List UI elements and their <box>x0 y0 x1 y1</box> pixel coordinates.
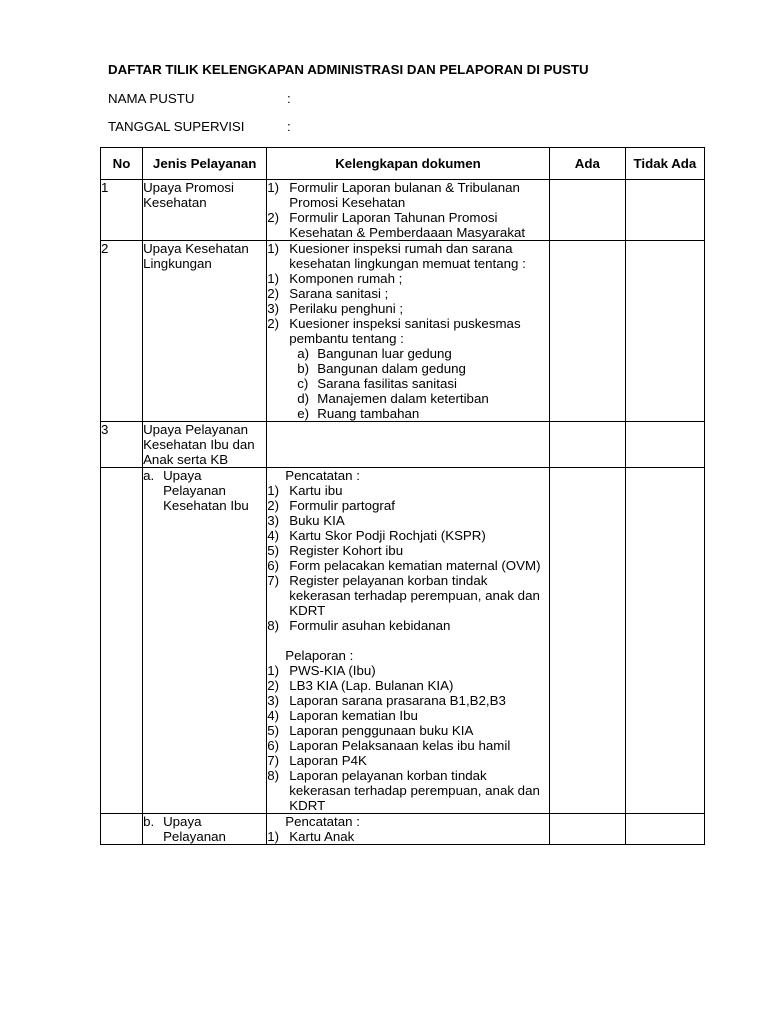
list-item: 8) Laporan pelayanan korban tindak kekerasan terhadap perempuan, anak dan KDRT <box>267 768 540 813</box>
jenis-pelayanan: a. Upaya Pelayanan Kesehatan Ibu <box>143 468 267 814</box>
tidak-ada-checkbox-cell[interactable] <box>625 814 704 845</box>
list-item: 1) Formulir Laporan bulanan & Tribulanan Promosi Kesehatan <box>267 180 520 210</box>
row-number: 2 <box>101 241 143 422</box>
sub-list-item: e) Ruang tambahan <box>297 406 420 421</box>
row-number <box>101 814 143 845</box>
header-tidak-ada: Tidak Ada <box>625 148 704 180</box>
list-item: 3) Buku KIA <box>267 513 345 528</box>
list-item: 8) Formulir asuhan kebidanan <box>267 618 451 633</box>
list-item: 3) Laporan sarana prasarana B1,B2,B3 <box>267 693 506 708</box>
list-item: 1) PWS-KIA (Ibu) <box>267 663 376 678</box>
header-dokumen: Kelengkapan dokumen <box>267 148 549 180</box>
dokumen-cell <box>267 814 549 845</box>
header-no: No <box>101 148 143 180</box>
list-item: 1) Kuesioner inspeksi rumah dan sarana kesehatan lingkungan memuat tentang : <box>267 241 526 271</box>
ada-checkbox-cell[interactable] <box>549 241 625 422</box>
list-item: 7) Laporan P4K <box>267 753 367 768</box>
list-item: 2) Formulir Laporan Tahunan Promosi Kesehatan & Pemberdaaan Masyarakat <box>267 210 526 240</box>
list-item: 5) Register Kohort ibu <box>267 543 404 558</box>
pencatatan-label: Pencatatan : <box>285 468 360 483</box>
header-ada: Ada <box>549 148 625 180</box>
tidak-ada-checkbox-cell[interactable] <box>625 422 704 468</box>
row-number <box>101 468 143 814</box>
sub-list-item: d) Manajemen dalam ketertiban <box>297 391 489 406</box>
table-row <box>101 241 705 422</box>
tidak-ada-checkbox-cell[interactable] <box>625 241 704 422</box>
ada-checkbox-cell[interactable] <box>549 422 625 468</box>
list-item: 1) Kartu ibu <box>267 483 343 498</box>
tanggal-supervisi-colon: : <box>287 119 291 134</box>
dokumen-cell <box>267 468 549 814</box>
list-item: 2) Formulir partograf <box>267 498 395 513</box>
sub-list-item: b) Bangunan dalam gedung <box>297 361 466 376</box>
list-item: 3) Perilaku penghuni ; <box>267 301 404 316</box>
sub-list-item: c) Sarana fasilitas sanitasi <box>297 376 457 391</box>
ada-checkbox-cell[interactable] <box>549 180 625 241</box>
pelaporan-label: Pelaporan : <box>285 648 354 663</box>
list-item: 1) Kartu Anak <box>267 829 355 844</box>
table-row <box>101 468 705 814</box>
list-item: 2) LB3 KIA (Lap. Bulanan KIA) <box>267 678 454 693</box>
nama-pustu-colon: : <box>287 91 291 106</box>
table-row <box>101 422 705 468</box>
ada-checkbox-cell[interactable] <box>549 814 625 845</box>
jenis-pelayanan: Upaya Pelayanan Kesehatan Ibu dan Anak serta KB <box>143 422 267 468</box>
list-item: 6) Laporan Pelaksanaan kelas ibu hamil <box>267 738 511 753</box>
dokumen-cell <box>267 422 549 468</box>
list-item: 2) Sarana sanitasi ; <box>267 286 389 301</box>
pencatatan-label: Pencatatan : <box>285 814 360 829</box>
tidak-ada-checkbox-cell[interactable] <box>625 180 704 241</box>
list-item: 2) Kuesioner inspeksi sanitasi puskesmas pembantu tentang : <box>267 316 521 346</box>
row-number: 3 <box>101 422 143 468</box>
sub-list-item: a) Bangunan luar gedung <box>297 346 452 361</box>
checklist-table <box>100 147 705 845</box>
table-header-row <box>101 148 705 180</box>
tanggal-supervisi-label: TANGGAL SUPERVISI <box>108 119 245 134</box>
dokumen-cell <box>267 180 549 241</box>
list-item: 5) Laporan penggunaan buku KIA <box>267 723 474 738</box>
jenis-pelayanan: Upaya Promosi Kesehatan <box>143 180 267 241</box>
header-jenis: Jenis Pelayanan <box>143 148 267 180</box>
dokumen-cell <box>267 241 549 422</box>
list-item: 4) Kartu Skor Podji Rochjati (KSPR) <box>267 528 486 543</box>
nama-pustu-label: NAMA PUSTU <box>108 91 195 106</box>
list-item: 4) Laporan kematian Ibu <box>267 708 418 723</box>
list-item: 1) Komponen rumah ; <box>267 271 403 286</box>
table-row <box>101 814 705 845</box>
jenis-pelayanan: b. Upaya Pelayanan <box>143 814 267 845</box>
jenis-pelayanan: Upaya Kesehatan Lingkungan <box>143 241 267 422</box>
list-item: 6) Form pelacakan kematian maternal (OVM) <box>267 558 541 573</box>
list-item: 7) Register pelayanan korban tindak kekerasan terhadap perempuan, anak dan KDRT <box>267 573 540 618</box>
tidak-ada-checkbox-cell[interactable] <box>625 468 704 814</box>
row-number: 1 <box>101 180 143 241</box>
ada-checkbox-cell[interactable] <box>549 468 625 814</box>
document-title: DAFTAR TILIK KELENGKAPAN ADMINISTRASI DAN PELAPORAN DI PUSTU <box>108 62 589 77</box>
table-row <box>101 180 705 241</box>
